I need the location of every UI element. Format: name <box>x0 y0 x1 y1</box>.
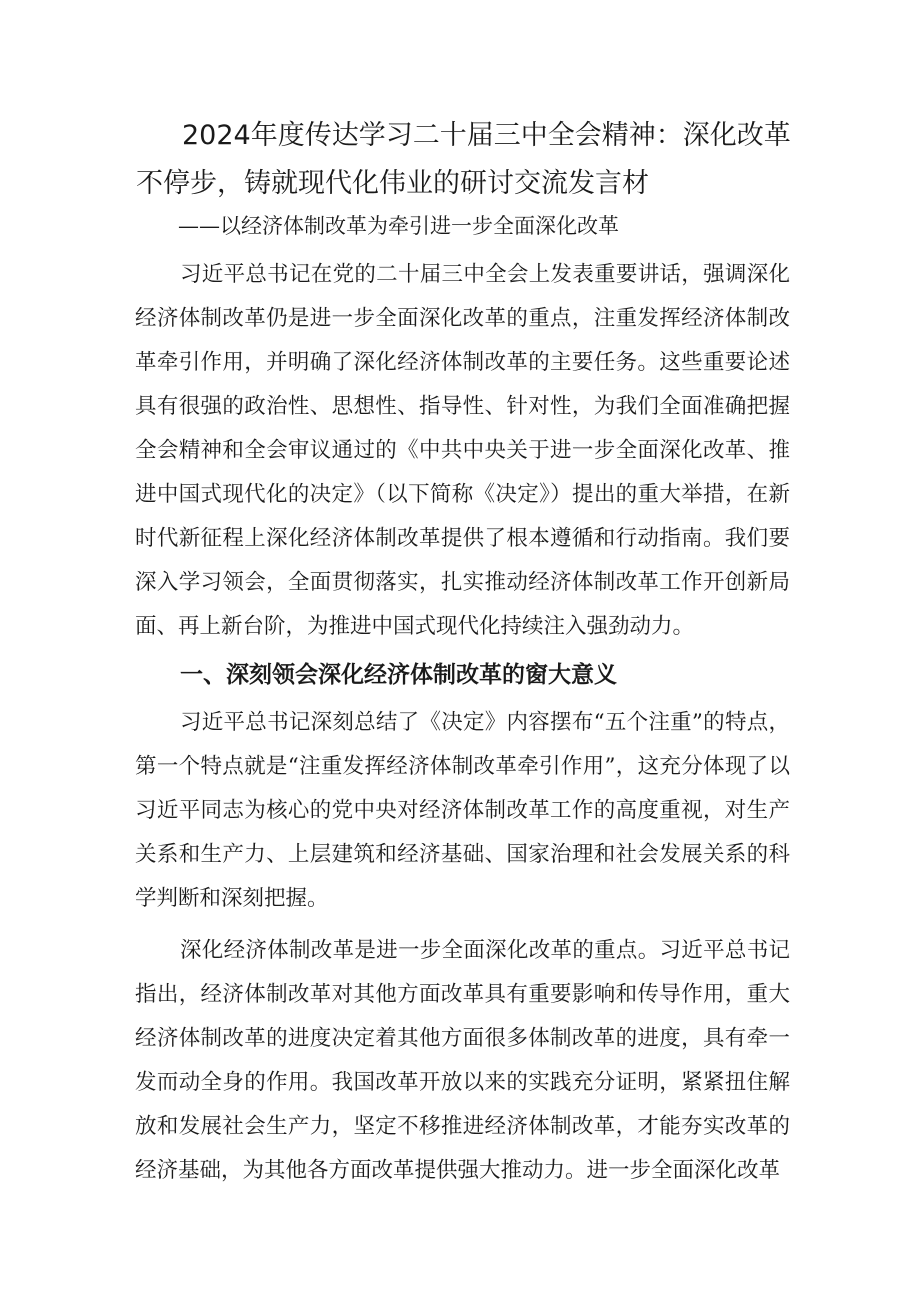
paragraph-section-1-a: 习近平总书记深刻总结了《决定》内容摆布“五个注重”的特点，第一个特点就是“注重发挥经济体制改革牵引作用”，这充分体现了以习近平同志为核心的党中央对经济体制改革工作的高度重视，对生产关系和生产力、上层建筑和经济基础、国家治理和社会发展关系的科学判断和深刻把握。 <box>135 710 790 911</box>
paragraph-section-1-b: 深化经济体制改革是进一步全面深化改革的重点。习近平总书记指出，经济体制改革对其他方面改革具有重要影响和传导作用，重大经济体制改革的进度决定着其他方面很多体制改革的进度，具有牵一发而动全身的作用。我国改革开放以来的实践充分证明，紧紧扭住解放和发展社会生产力，坚定不移推进经济体制改革，才能夯实改革的经济基础，为其他各方面改革提供强大推动力。进一步全面深化改革 <box>135 938 790 1183</box>
section-heading-1: 一、深刻领会深化经济体制改革的窗大意义 <box>180 662 617 688</box>
document-title: 2024年度传达学习二十届三中全会精神：深化改革不停步，铸就现代化伟业的研讨交流发言材 <box>136 120 791 199</box>
document-subtitle: ——以经济体制改革为牵引进一步全面深化改革 <box>178 214 619 238</box>
paragraph-intro: 习近平总书记在党的二十届三中全会上发表重要讲话，强调深化经济体制改革仍是进一步全面深化改革的重点，注重发挥经济体制改革牵引作用，并明确了深化经济体制改革的主要任务。这些重要论述具有很强的政治性、思想性、指导性、针对性，为我们全面准确把握全会精神和全会审议通过的《中共中央关于进一步全面深化改革、推进中国式现代化的决定》（以下简称《决定》）提出的重大举措，在新时代新征程上深化经济体制改革提供了根本遵循和行动指南。我们要深入学习领会，全面贯彻落实，扎实推动经济体制改革工作开创新局面、再上新台阶，为推进中国式现代化持续注入强劲动力。 <box>135 262 790 639</box>
